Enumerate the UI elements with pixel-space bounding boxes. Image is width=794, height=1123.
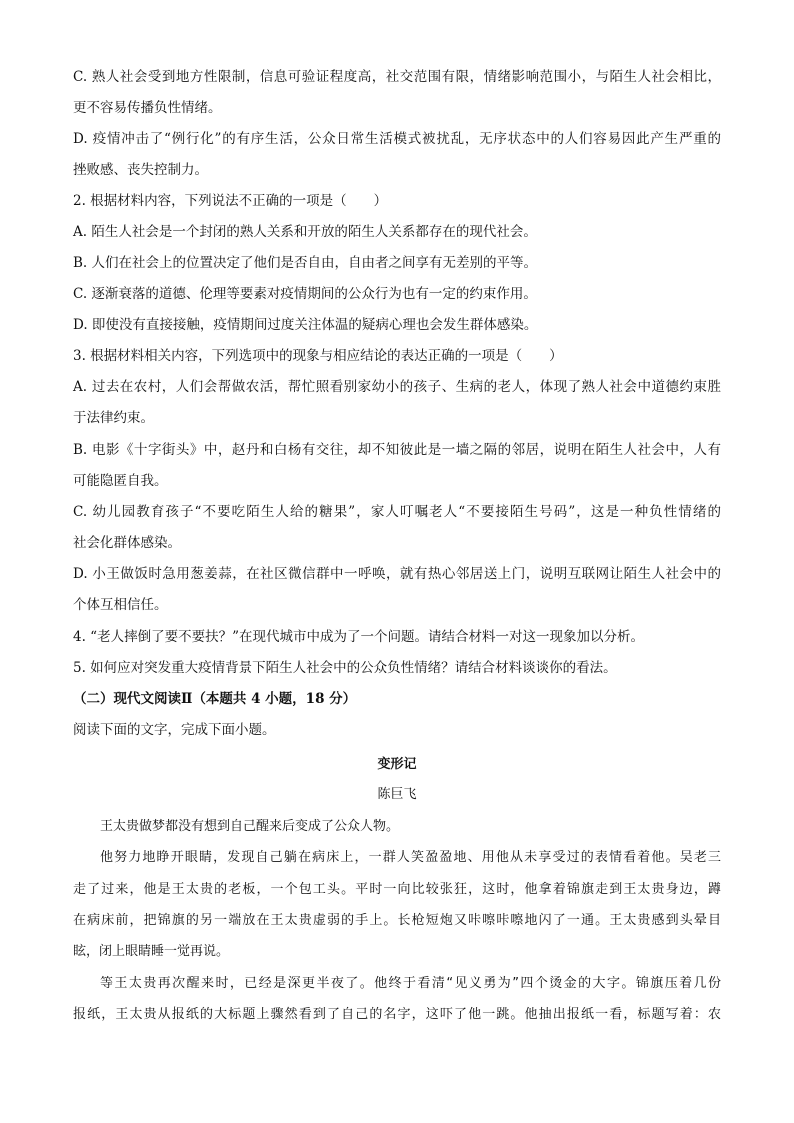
q3-option-a-line1: A. 过去在农村，人们会帮做农活，帮忙照看别家幼小的孩子、生病的老人，体现了熟人社会中道德约束胜 xyxy=(73,379,721,395)
story-paragraph-2-line4: 眩，闭上眼睛睡一觉再说。 xyxy=(73,944,230,959)
section-instruction: 阅读下面的文字，完成下面小题。 xyxy=(73,722,276,738)
q5-stem: 5. 如何应对突发重大疫情背景下陌生人社会中的公众负性情绪？请结合材料谈谈你的看法。 xyxy=(73,660,617,676)
q3-option-c-line2: 社会化群体感染。 xyxy=(73,535,181,551)
q3-option-c-line1: C. 幼儿园教育孩子“不要吃陌生人给的糖果”，家人叮嘱老人“不要接陌生号码”，这是一种负性情绪的 xyxy=(73,504,721,520)
story-paragraph-3-line1: 等王太贵再次醒来时，已经是深更半夜了。他终于看清“见义勇为”四个烫金的大字。锦旗压着几份 xyxy=(100,976,721,991)
q3-option-d-line2: 个体互相信任。 xyxy=(73,597,168,613)
q3-option-b-line2: 可能隐匿自我。 xyxy=(73,473,168,489)
story-paragraph-2-line3: 在病床前，把锦旗的另一端放在王太贵虚弱的手上。长枪短炮又咔嚓咔嚓地闪了一通。王太贵感到头晕目 xyxy=(73,913,721,928)
q4-stem: 4. “老人摔倒了要不要扶？”在现代城市中成为了一个问题。请结合材料一对这一现象加以分析。 xyxy=(73,629,644,645)
q2-option-a: A. 陌生人社会是一个封闭的熟人关系和开放的陌生人关系都存在的现代社会。 xyxy=(73,224,537,240)
q1-option-c-line1: C. 熟人社会受到地方性限制，信息可验证程度高，社交范围有限，情绪影响范围小，与陌生人社会相比， xyxy=(73,69,721,85)
q3-stem: 3. 根据材料相关内容，下列选项中的现象与相应结论的表达正确的一项是（ ） xyxy=(73,348,563,364)
q1-option-d-line1: D. 疫情冲击了“例行化”的有序生活，公众日常生活模式被扰乱，无序状态中的人们容易因此产生严重的 xyxy=(73,131,721,147)
q3-option-b-line1: B. 电影《十字街头》中，赵丹和白杨有交往，却不知彼此是一墙之隔的邻居，说明在陌生人社会中，人有 xyxy=(73,442,721,458)
q1-option-d-line2: 挫败感、丧失控制力。 xyxy=(73,162,208,178)
q2-option-d: D. 即使没有直接接触，疫情期间过度关注体温的疑病心理也会发生群体感染。 xyxy=(73,317,538,333)
q2-option-c: C. 逐渐衰落的道德、伦理等要素对疫情期间的公众行为也有一定的约束作用。 xyxy=(73,286,537,302)
story-paragraph-1: 王太贵做梦都没有想到自己醒来后变成了公众人物。 xyxy=(100,819,400,834)
q3-option-d-line1: D. 小王做饭时急用葱姜蒜，在社区微信群中一呼唤，就有热心邻居送上门，说明互联网让陌生人社会中的 xyxy=(73,566,721,582)
story-paragraph-2-line2: 走了过来，他是王太贵的老板，一个包工头。平时一向比较张狂，这时，他拿着锦旗走到王太贵身边，蹲 xyxy=(73,882,721,897)
story-paragraph-3-line2: 报纸，王太贵从报纸的大标题上骤然看到了自己的名字，这吓了他一跳。他抽出报纸一看，标题写着：农 xyxy=(73,1007,721,1022)
q1-option-c-line2: 更不容易传播负性情绪。 xyxy=(73,100,222,116)
section-heading: （二）现代文阅读Ⅱ（本题共 4 小题，18 分） xyxy=(73,691,357,707)
story-title: 变形记 xyxy=(377,757,417,772)
q2-option-b: B. 人们在社会上的位置决定了他们是否自由，自由者之间享有无差别的平等。 xyxy=(73,255,538,271)
q3-option-a-line2: 于法律约束。 xyxy=(73,410,154,426)
story-author: 陈巨飞 xyxy=(377,787,417,802)
story-paragraph-2-line1: 他努力地睁开眼睛，发现自己躺在病床上，一群人笑盈盈地、用他从未享受过的表情看着他。吴老三 xyxy=(100,850,721,865)
q2-stem: 2. 根据材料内容，下列说法不正确的一项是（ ） xyxy=(73,193,388,209)
